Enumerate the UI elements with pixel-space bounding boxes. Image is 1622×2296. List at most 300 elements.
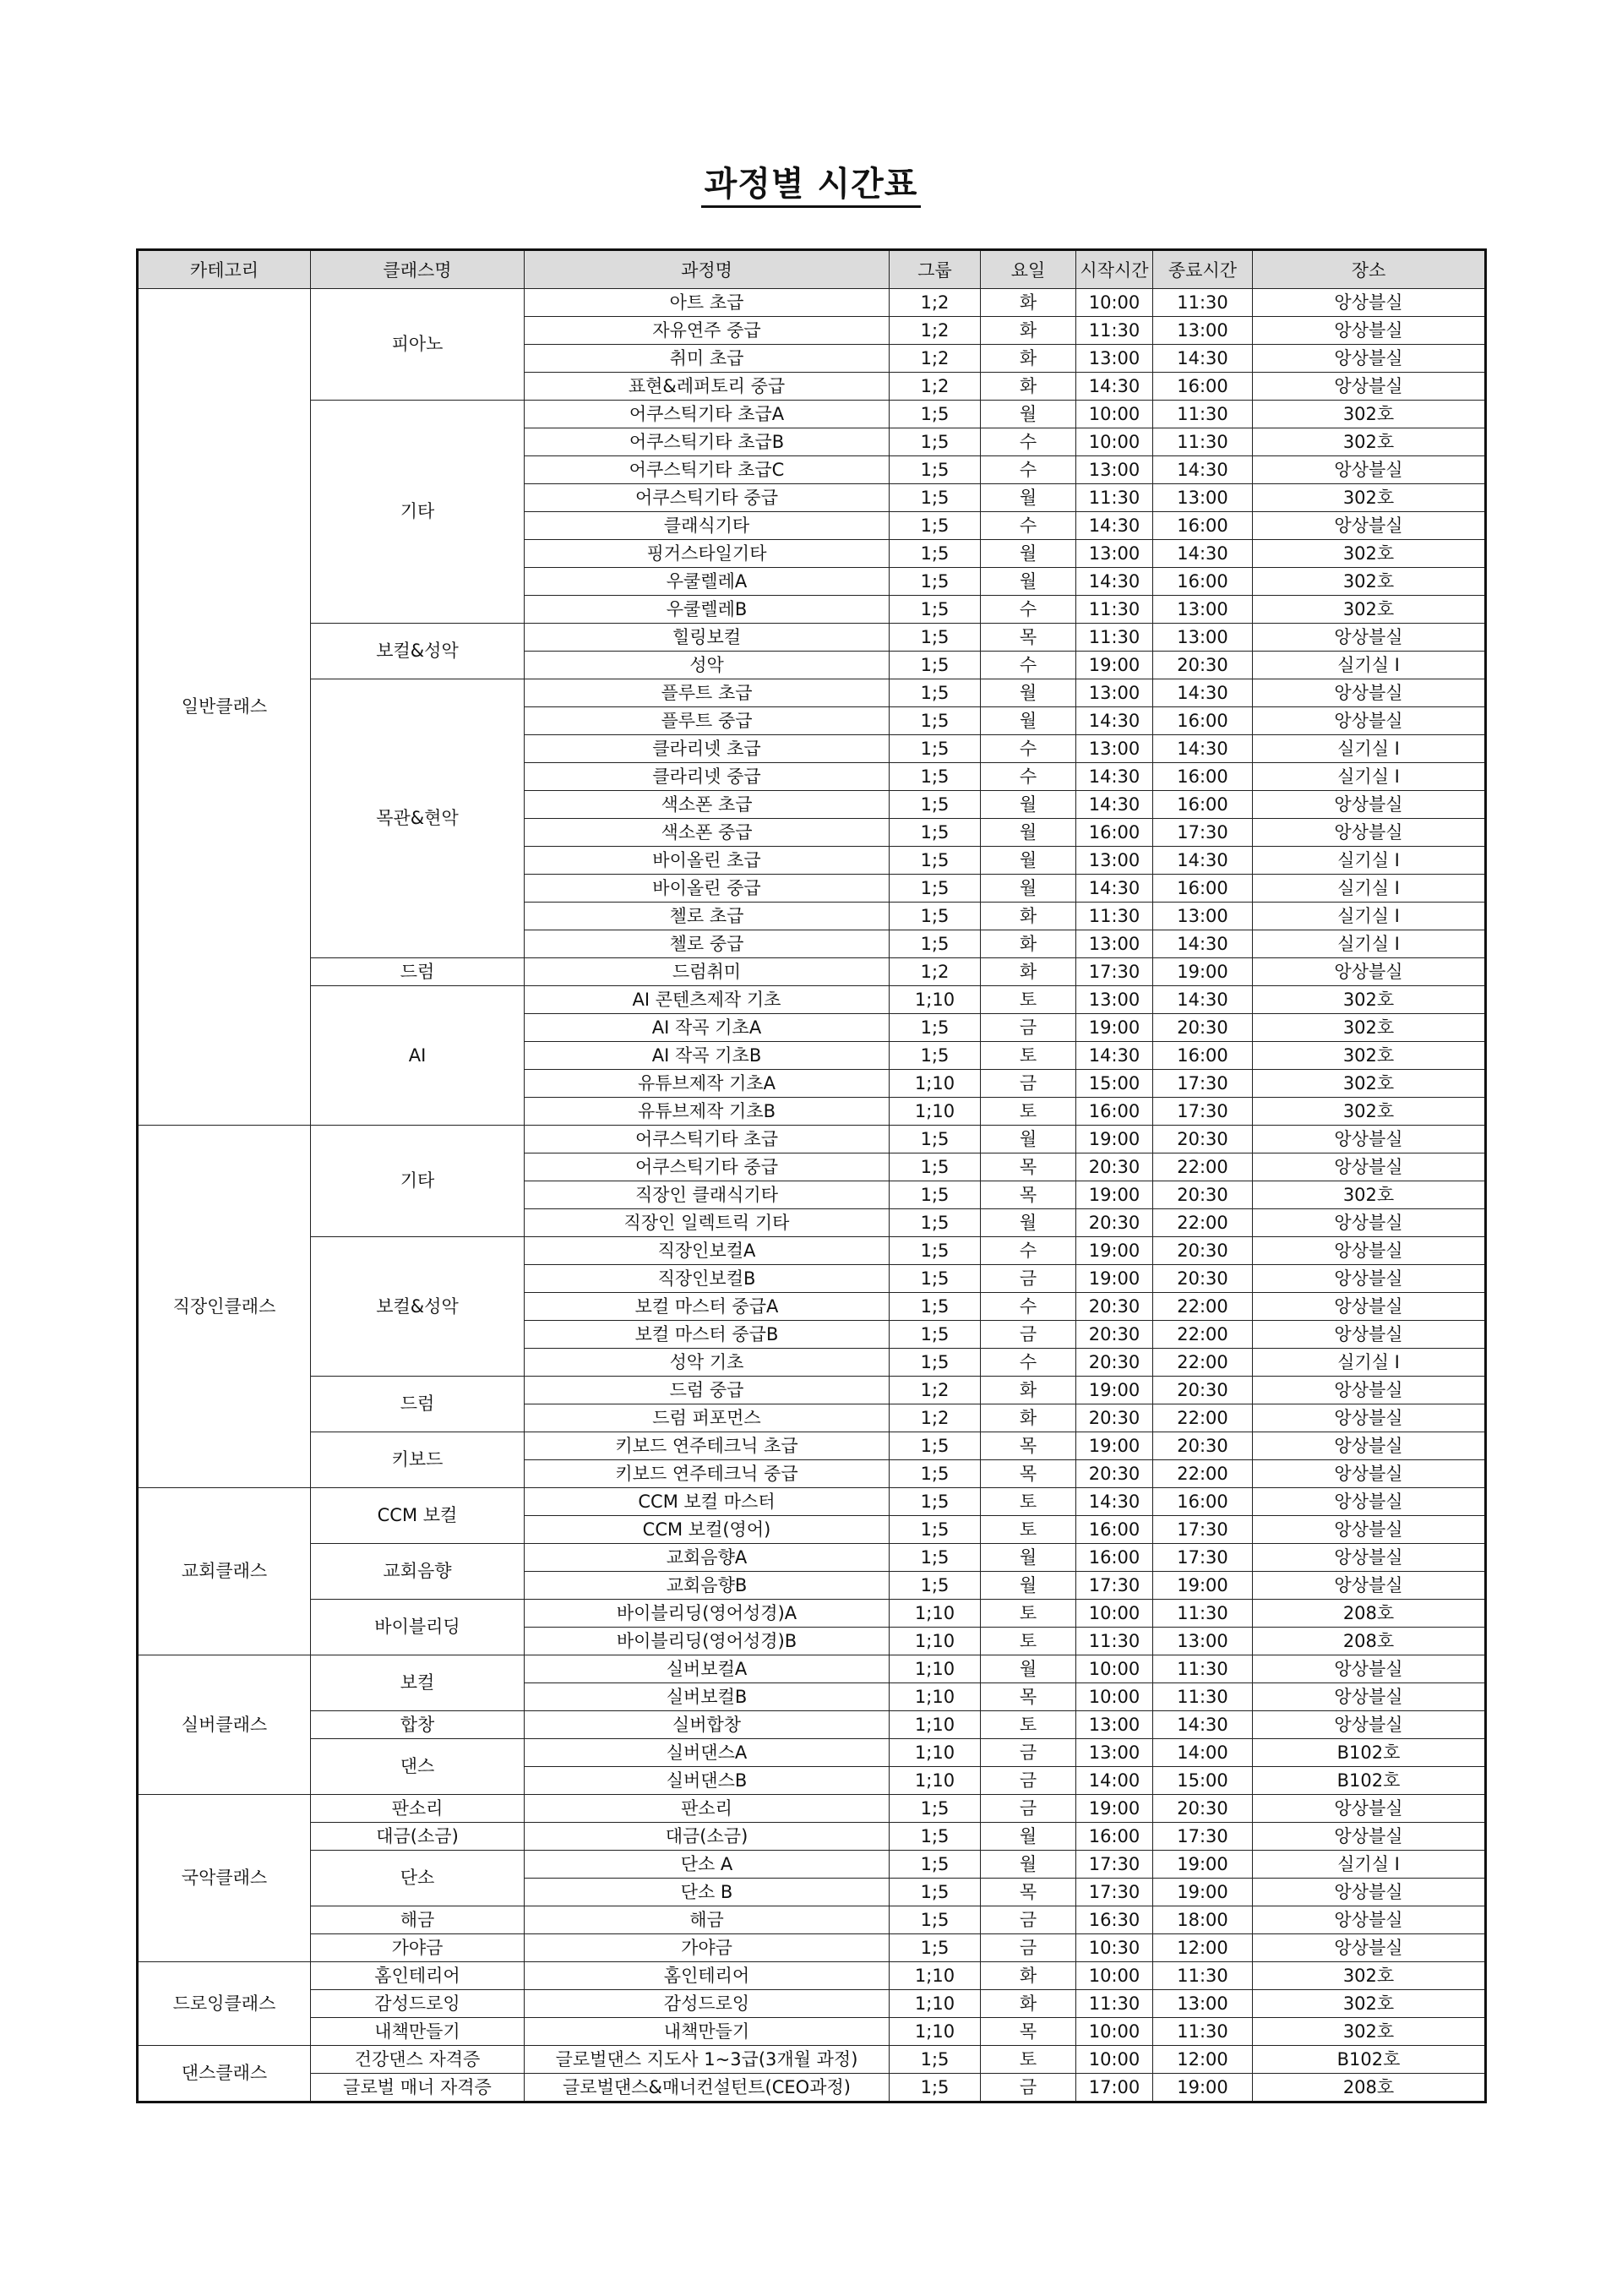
location-cell: 앙상블실 — [1253, 1516, 1486, 1544]
group-cell: 1;5 — [890, 875, 981, 903]
end-time-cell: 16:00 — [1153, 763, 1253, 791]
group-cell: 1;10 — [890, 1962, 981, 1990]
group-cell: 1;5 — [890, 1237, 981, 1265]
location-cell: 실기실 I — [1253, 930, 1486, 958]
category-cell: 실버클래스 — [138, 1655, 311, 1795]
start-time-cell: 17:00 — [1076, 2074, 1153, 2102]
course-name-cell: 플루트 초급 — [525, 679, 890, 707]
start-time-cell: 20:30 — [1076, 1404, 1153, 1432]
start-time-cell: 13:00 — [1076, 456, 1153, 484]
location-cell: 앙상블실 — [1253, 1655, 1486, 1683]
group-cell: 1;2 — [890, 958, 981, 986]
end-time-cell: 18:00 — [1153, 1906, 1253, 1934]
start-time-cell: 20:30 — [1076, 1321, 1153, 1349]
day-cell: 월 — [981, 679, 1076, 707]
location-cell: B102호 — [1253, 1767, 1486, 1795]
group-cell: 1;5 — [890, 819, 981, 847]
end-time-cell: 14:00 — [1153, 1739, 1253, 1767]
end-time-cell: 19:00 — [1153, 958, 1253, 986]
table-row — [138, 958, 1486, 986]
location-cell: 앙상블실 — [1253, 1488, 1486, 1516]
start-time-cell: 19:00 — [1076, 1795, 1153, 1823]
group-cell: 1;5 — [890, 1349, 981, 1377]
location-cell: 앙상블실 — [1253, 1265, 1486, 1293]
day-cell: 화 — [981, 317, 1076, 345]
course-name-cell: 직장인 클래식기타 — [525, 1181, 890, 1209]
end-time-cell: 16:00 — [1153, 1488, 1253, 1516]
location-cell: 앙상블실 — [1253, 1377, 1486, 1404]
start-time-cell: 17:30 — [1076, 958, 1153, 986]
day-cell: 월 — [981, 540, 1076, 568]
start-time-cell: 17:30 — [1076, 1572, 1153, 1600]
start-time-cell: 16:30 — [1076, 1906, 1153, 1934]
class-name-cell: 대금(소금) — [311, 1823, 525, 1851]
end-time-cell: 19:00 — [1153, 1879, 1253, 1906]
day-cell: 수 — [981, 1293, 1076, 1321]
group-cell: 1;10 — [890, 1767, 981, 1795]
header-course: 과정명 — [525, 250, 890, 289]
class-name-cell: 건강댄스 자격증 — [311, 2046, 525, 2074]
table-row — [138, 401, 1486, 428]
end-time-cell: 16:00 — [1153, 791, 1253, 819]
day-cell: 목 — [981, 624, 1076, 652]
end-time-cell: 11:30 — [1153, 1683, 1253, 1711]
day-cell: 목 — [981, 1683, 1076, 1711]
location-cell: 302호 — [1253, 1098, 1486, 1126]
day-cell: 월 — [981, 791, 1076, 819]
header-row — [138, 250, 1486, 289]
course-name-cell: 표현&레퍼토리 중급 — [525, 373, 890, 401]
table-row — [138, 679, 1486, 707]
start-time-cell: 10:00 — [1076, 2018, 1153, 2046]
class-name-cell: 판소리 — [311, 1795, 525, 1823]
start-time-cell: 13:00 — [1076, 1711, 1153, 1739]
course-name-cell: 색소폰 중급 — [525, 819, 890, 847]
end-time-cell: 19:00 — [1153, 2074, 1253, 2102]
day-cell: 월 — [981, 847, 1076, 875]
course-name-cell: 우쿨렐레A — [525, 568, 890, 596]
start-time-cell: 13:00 — [1076, 679, 1153, 707]
start-time-cell: 13:00 — [1076, 540, 1153, 568]
end-time-cell: 20:30 — [1153, 1237, 1253, 1265]
start-time-cell: 10:00 — [1076, 1683, 1153, 1711]
location-cell: 302호 — [1253, 986, 1486, 1014]
location-cell: 앙상블실 — [1253, 1432, 1486, 1460]
group-cell: 1;2 — [890, 1377, 981, 1404]
end-time-cell: 20:30 — [1153, 652, 1253, 679]
location-cell: 앙상블실 — [1253, 1126, 1486, 1153]
page-title: 과정별 시간표 — [0, 157, 1622, 205]
header-end: 종료시간 — [1153, 250, 1253, 289]
start-time-cell: 19:00 — [1076, 1014, 1153, 1042]
group-cell: 1;5 — [890, 707, 981, 735]
start-time-cell: 13:00 — [1076, 847, 1153, 875]
start-time-cell: 19:00 — [1076, 652, 1153, 679]
course-name-cell: 유튜브제작 기초A — [525, 1070, 890, 1098]
day-cell: 화 — [981, 1404, 1076, 1432]
end-time-cell: 14:30 — [1153, 1711, 1253, 1739]
class-name-cell: 기타 — [311, 1126, 525, 1237]
course-name-cell: 키보드 연주테크닉 중급 — [525, 1460, 890, 1488]
group-cell: 1;5 — [890, 484, 981, 512]
class-name-cell: 해금 — [311, 1906, 525, 1934]
day-cell: 월 — [981, 1655, 1076, 1683]
start-time-cell: 16:00 — [1076, 819, 1153, 847]
table-row — [138, 2046, 1486, 2074]
table-row — [138, 1126, 1486, 1153]
end-time-cell: 14:30 — [1153, 456, 1253, 484]
course-name-cell: 어쿠스틱기타 중급 — [525, 1153, 890, 1181]
group-cell: 1;5 — [890, 652, 981, 679]
table-row — [138, 1739, 1486, 1767]
location-cell: 실기실 I — [1253, 1349, 1486, 1377]
day-cell: 월 — [981, 1572, 1076, 1600]
day-cell: 월 — [981, 568, 1076, 596]
location-cell: 실기실 I — [1253, 875, 1486, 903]
start-time-cell: 10:00 — [1076, 1962, 1153, 1990]
start-time-cell: 20:30 — [1076, 1209, 1153, 1237]
group-cell: 1;5 — [890, 596, 981, 624]
group-cell: 1;5 — [890, 1544, 981, 1572]
group-cell: 1;5 — [890, 1042, 981, 1070]
start-time-cell: 19:00 — [1076, 1377, 1153, 1404]
start-time-cell: 10:30 — [1076, 1934, 1153, 1962]
location-cell: 앙상블실 — [1253, 1460, 1486, 1488]
end-time-cell: 19:00 — [1153, 1572, 1253, 1600]
day-cell: 수 — [981, 652, 1076, 679]
end-time-cell: 13:00 — [1153, 624, 1253, 652]
course-name-cell: 감성드로잉 — [525, 1990, 890, 2018]
group-cell: 1;5 — [890, 1851, 981, 1879]
group-cell: 1;5 — [890, 735, 981, 763]
start-time-cell: 14:30 — [1076, 791, 1153, 819]
start-time-cell: 11:30 — [1076, 484, 1153, 512]
course-name-cell: 클래식기타 — [525, 512, 890, 540]
end-time-cell: 19:00 — [1153, 1851, 1253, 1879]
location-cell: 앙상블실 — [1253, 289, 1486, 317]
course-name-cell: CCM 보컬 마스터 — [525, 1488, 890, 1516]
location-cell: 앙상블실 — [1253, 679, 1486, 707]
category-cell: 일반클래스 — [138, 289, 311, 1126]
course-name-cell: 직장인보컬B — [525, 1265, 890, 1293]
course-name-cell: 아트 초급 — [525, 289, 890, 317]
course-name-cell: 글로벌댄스 지도사 1~3급(3개월 과정) — [525, 2046, 890, 2074]
course-name-cell: 실버댄스A — [525, 1739, 890, 1767]
day-cell: 화 — [981, 1962, 1076, 1990]
group-cell: 1;5 — [890, 1572, 981, 1600]
start-time-cell: 10:00 — [1076, 428, 1153, 456]
day-cell: 수 — [981, 1237, 1076, 1265]
start-time-cell: 14:30 — [1076, 707, 1153, 735]
table-row — [138, 1600, 1486, 1628]
location-cell: 실기실 I — [1253, 763, 1486, 791]
day-cell: 수 — [981, 596, 1076, 624]
group-cell: 1;5 — [890, 2074, 981, 2102]
course-name-cell: 글로벌댄스&매너컨설턴트(CEO과정) — [525, 2074, 890, 2102]
class-name-cell: 내책만들기 — [311, 2018, 525, 2046]
location-cell: 302호 — [1253, 568, 1486, 596]
course-name-cell: 어쿠스틱기타 초급B — [525, 428, 890, 456]
start-time-cell: 14:30 — [1076, 568, 1153, 596]
location-cell: 앙상블실 — [1253, 1683, 1486, 1711]
table-row — [138, 1934, 1486, 1962]
course-name-cell: 어쿠스틱기타 초급C — [525, 456, 890, 484]
location-cell: 앙상블실 — [1253, 1153, 1486, 1181]
course-name-cell: 드럼 퍼포먼스 — [525, 1404, 890, 1432]
start-time-cell: 11:30 — [1076, 624, 1153, 652]
group-cell: 1;2 — [890, 317, 981, 345]
location-cell: B102호 — [1253, 2046, 1486, 2074]
end-time-cell: 11:30 — [1153, 401, 1253, 428]
course-name-cell: 플루트 중급 — [525, 707, 890, 735]
course-name-cell: 바이올린 초급 — [525, 847, 890, 875]
end-time-cell: 13:00 — [1153, 596, 1253, 624]
end-time-cell: 13:00 — [1153, 1628, 1253, 1655]
end-time-cell: 17:30 — [1153, 1098, 1253, 1126]
end-time-cell: 20:30 — [1153, 1377, 1253, 1404]
category-cell: 댄스클래스 — [138, 2046, 311, 2102]
table-row — [138, 1711, 1486, 1739]
header-start: 시작시간 — [1076, 250, 1153, 289]
group-cell: 1;2 — [890, 345, 981, 373]
start-time-cell: 20:30 — [1076, 1293, 1153, 1321]
start-time-cell: 13:00 — [1076, 345, 1153, 373]
start-time-cell: 10:00 — [1076, 1600, 1153, 1628]
day-cell: 목 — [981, 2018, 1076, 2046]
class-name-cell: 홈인테리어 — [311, 1962, 525, 1990]
class-name-cell: 댄스 — [311, 1739, 525, 1795]
location-cell: 앙상블실 — [1253, 1209, 1486, 1237]
group-cell: 1;5 — [890, 1014, 981, 1042]
course-name-cell: 드럼 중급 — [525, 1377, 890, 1404]
location-cell: 208호 — [1253, 1600, 1486, 1628]
start-time-cell: 15:00 — [1076, 1070, 1153, 1098]
table-row — [138, 1544, 1486, 1572]
start-time-cell: 16:00 — [1076, 1823, 1153, 1851]
course-name-cell: 성악 — [525, 652, 890, 679]
course-name-cell: 취미 초급 — [525, 345, 890, 373]
location-cell: 앙상블실 — [1253, 456, 1486, 484]
day-cell: 월 — [981, 875, 1076, 903]
end-time-cell: 16:00 — [1153, 373, 1253, 401]
course-name-cell: 핑거스타일기타 — [525, 540, 890, 568]
group-cell: 1;10 — [890, 1628, 981, 1655]
location-cell: 앙상블실 — [1253, 1934, 1486, 1962]
end-time-cell: 16:00 — [1153, 875, 1253, 903]
table-row — [138, 1655, 1486, 1683]
course-name-cell: 어쿠스틱기타 중급 — [525, 484, 890, 512]
location-cell: 302호 — [1253, 484, 1486, 512]
table-row — [138, 1795, 1486, 1823]
group-cell: 1;10 — [890, 986, 981, 1014]
course-name-cell: 클라리넷 중급 — [525, 763, 890, 791]
location-cell: 앙상블실 — [1253, 1711, 1486, 1739]
day-cell: 화 — [981, 345, 1076, 373]
day-cell: 화 — [981, 930, 1076, 958]
end-time-cell: 12:00 — [1153, 2046, 1253, 2074]
table-row — [138, 986, 1486, 1014]
day-cell: 목 — [981, 1432, 1076, 1460]
start-time-cell: 17:30 — [1076, 1879, 1153, 1906]
table-row — [138, 1906, 1486, 1934]
category-cell: 국악클래스 — [138, 1795, 311, 1962]
location-cell: 앙상블실 — [1253, 1906, 1486, 1934]
start-time-cell: 16:00 — [1076, 1544, 1153, 1572]
header-class: 클래스명 — [311, 250, 525, 289]
end-time-cell: 14:30 — [1153, 930, 1253, 958]
end-time-cell: 12:00 — [1153, 1934, 1253, 1962]
location-cell: B102호 — [1253, 1739, 1486, 1767]
class-name-cell: 바이블리딩 — [311, 1600, 525, 1655]
course-name-cell: 바이블리딩(영어성경)B — [525, 1628, 890, 1655]
location-cell: 302호 — [1253, 1014, 1486, 1042]
start-time-cell: 19:00 — [1076, 1237, 1153, 1265]
group-cell: 1;2 — [890, 289, 981, 317]
group-cell: 1;5 — [890, 568, 981, 596]
course-name-cell: 실버보컬B — [525, 1683, 890, 1711]
course-name-cell: AI 콘텐츠제작 기초 — [525, 986, 890, 1014]
course-name-cell: 힐링보컬 — [525, 624, 890, 652]
start-time-cell: 13:00 — [1076, 986, 1153, 1014]
course-name-cell: 내책만들기 — [525, 2018, 890, 2046]
group-cell: 1;5 — [890, 1126, 981, 1153]
day-cell: 토 — [981, 2046, 1076, 2074]
end-time-cell: 20:30 — [1153, 1795, 1253, 1823]
end-time-cell: 17:30 — [1153, 819, 1253, 847]
location-cell: 앙상블실 — [1253, 958, 1486, 986]
group-cell: 1;5 — [890, 540, 981, 568]
end-time-cell: 17:30 — [1153, 1516, 1253, 1544]
start-time-cell: 10:00 — [1076, 2046, 1153, 2074]
day-cell: 월 — [981, 484, 1076, 512]
end-time-cell: 20:30 — [1153, 1126, 1253, 1153]
end-time-cell: 22:00 — [1153, 1349, 1253, 1377]
group-cell: 1;5 — [890, 903, 981, 930]
group-cell: 1;10 — [890, 1098, 981, 1126]
location-cell: 앙상블실 — [1253, 1795, 1486, 1823]
start-time-cell: 13:00 — [1076, 930, 1153, 958]
class-name-cell: CCM 보컬 — [311, 1488, 525, 1544]
class-name-cell: 가야금 — [311, 1934, 525, 1962]
end-time-cell: 17:30 — [1153, 1544, 1253, 1572]
day-cell: 월 — [981, 1209, 1076, 1237]
end-time-cell: 16:00 — [1153, 512, 1253, 540]
day-cell: 목 — [981, 1879, 1076, 1906]
end-time-cell: 13:00 — [1153, 317, 1253, 345]
start-time-cell: 14:30 — [1076, 373, 1153, 401]
start-time-cell: 19:00 — [1076, 1265, 1153, 1293]
end-time-cell: 14:30 — [1153, 679, 1253, 707]
course-name-cell: 가야금 — [525, 1934, 890, 1962]
group-cell: 1;10 — [890, 1070, 981, 1098]
class-name-cell: 목관&현악 — [311, 679, 525, 958]
start-time-cell: 16:00 — [1076, 1098, 1153, 1126]
group-cell: 1;10 — [890, 1655, 981, 1683]
header-location: 장소 — [1253, 250, 1486, 289]
start-time-cell: 14:00 — [1076, 1767, 1153, 1795]
class-name-cell: AI — [311, 986, 525, 1126]
course-name-cell: 홈인테리어 — [525, 1962, 890, 1990]
group-cell: 1;5 — [890, 930, 981, 958]
class-name-cell: 글로벌 매너 자격증 — [311, 2074, 525, 2102]
location-cell: 앙상블실 — [1253, 819, 1486, 847]
course-name-cell: 교회음향A — [525, 1544, 890, 1572]
day-cell: 토 — [981, 1516, 1076, 1544]
group-cell: 1;5 — [890, 1181, 981, 1209]
day-cell: 금 — [981, 1265, 1076, 1293]
end-time-cell: 11:30 — [1153, 289, 1253, 317]
day-cell: 금 — [981, 1906, 1076, 1934]
course-name-cell: 직장인보컬A — [525, 1237, 890, 1265]
start-time-cell: 19:00 — [1076, 1181, 1153, 1209]
course-name-cell: 드럼취미 — [525, 958, 890, 986]
start-time-cell: 20:30 — [1076, 1460, 1153, 1488]
location-cell: 앙상블실 — [1253, 512, 1486, 540]
day-cell: 금 — [981, 1795, 1076, 1823]
end-time-cell: 20:30 — [1153, 1181, 1253, 1209]
course-name-cell: 실버보컬A — [525, 1655, 890, 1683]
day-cell: 수 — [981, 763, 1076, 791]
table-row — [138, 1962, 1486, 1990]
location-cell: 302호 — [1253, 1990, 1486, 2018]
table-row — [138, 1237, 1486, 1265]
group-cell: 1;5 — [890, 1265, 981, 1293]
start-time-cell: 14:30 — [1076, 763, 1153, 791]
group-cell: 1;5 — [890, 1488, 981, 1516]
group-cell: 1;5 — [890, 1516, 981, 1544]
start-time-cell: 11:30 — [1076, 1628, 1153, 1655]
group-cell: 1;5 — [890, 1293, 981, 1321]
table-row — [138, 1432, 1486, 1460]
day-cell: 토 — [981, 1098, 1076, 1126]
day-cell: 토 — [981, 1711, 1076, 1739]
location-cell: 302호 — [1253, 428, 1486, 456]
group-cell: 1;5 — [890, 847, 981, 875]
course-name-cell: 교회음향B — [525, 1572, 890, 1600]
location-cell: 302호 — [1253, 2018, 1486, 2046]
end-time-cell: 14:30 — [1153, 540, 1253, 568]
location-cell: 실기실 I — [1253, 652, 1486, 679]
category-cell: 교회클래스 — [138, 1488, 311, 1655]
start-time-cell: 17:30 — [1076, 1851, 1153, 1879]
course-name-cell: 어쿠스틱기타 초급 — [525, 1126, 890, 1153]
day-cell: 수 — [981, 1349, 1076, 1377]
class-name-cell: 보컬&성악 — [311, 624, 525, 679]
end-time-cell: 11:30 — [1153, 1600, 1253, 1628]
course-name-cell: 단소 B — [525, 1879, 890, 1906]
start-time-cell: 19:00 — [1076, 1432, 1153, 1460]
start-time-cell: 13:00 — [1076, 735, 1153, 763]
group-cell: 1;5 — [890, 1823, 981, 1851]
group-cell: 1;5 — [890, 1879, 981, 1906]
schedule-table — [136, 248, 1487, 2103]
course-name-cell: 어쿠스틱기타 초급A — [525, 401, 890, 428]
end-time-cell: 13:00 — [1153, 484, 1253, 512]
course-name-cell: 첼로 초급 — [525, 903, 890, 930]
class-name-cell: 드럼 — [311, 1377, 525, 1432]
table-row — [138, 1990, 1486, 2018]
group-cell: 1;5 — [890, 1460, 981, 1488]
course-name-cell: 자유연주 중급 — [525, 317, 890, 345]
location-cell: 앙상블실 — [1253, 1823, 1486, 1851]
course-name-cell: CCM 보컬(영어) — [525, 1516, 890, 1544]
course-name-cell: 해금 — [525, 1906, 890, 1934]
day-cell: 목 — [981, 1460, 1076, 1488]
class-name-cell: 보컬 — [311, 1655, 525, 1711]
location-cell: 앙상블실 — [1253, 1544, 1486, 1572]
group-cell: 1;5 — [890, 1432, 981, 1460]
course-name-cell: 유튜브제작 기초B — [525, 1098, 890, 1126]
